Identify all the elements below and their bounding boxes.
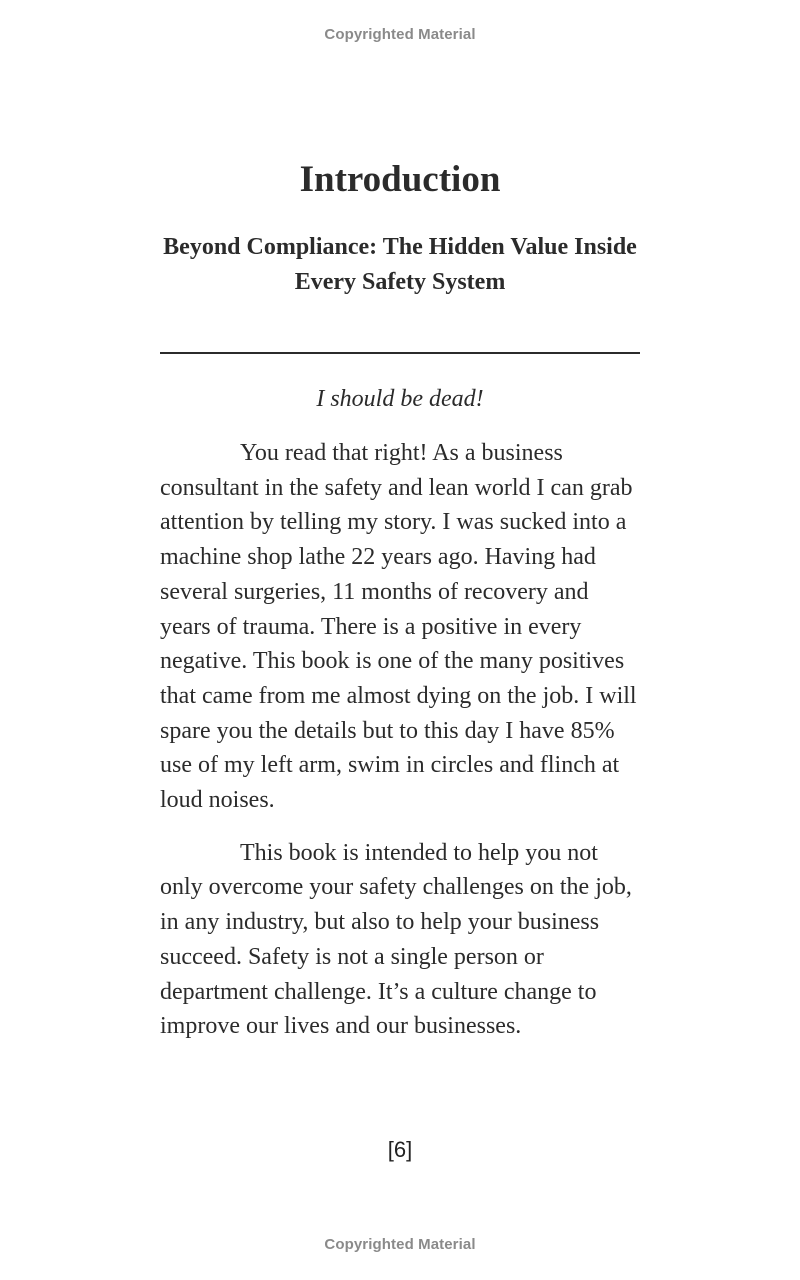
paragraph: This book is intended to help you not only overcome your safety challenges on the job, in any industry, but also to help your business succeed. Safety is not a single person or department challenge. It’s a culture change to improve our lives and our businesses. — [160, 839, 632, 1040]
epigraph: I should be dead! — [316, 386, 484, 412]
section-divider — [160, 352, 640, 354]
chapter-title: Introduction — [299, 159, 501, 200]
body-text — [160, 436, 642, 1062]
copyright-watermark-bottom: Copyrighted Material — [324, 1236, 476, 1253]
copyright-watermark-top: Copyrighted Material — [324, 26, 476, 43]
page-number: [6] — [387, 1137, 413, 1162]
paragraph: You read that right! As a business consultant in the safety and lean world I can grab attention by telling my story. I was sucked into a machine shop lathe 22 years ago. Having had several surgeries, 11 months of recovery and years of trauma. There is a positive in every negative. This book is one of the many positives that came from me almost dying on the job. I will spare you the details but to this day I have 85% use of my left arm, swim in circles and flinch at loud noises. — [160, 440, 637, 814]
chapter-subtitle: Beyond Compliance: The Hidden Value Inside Every Safety System — [163, 234, 637, 295]
